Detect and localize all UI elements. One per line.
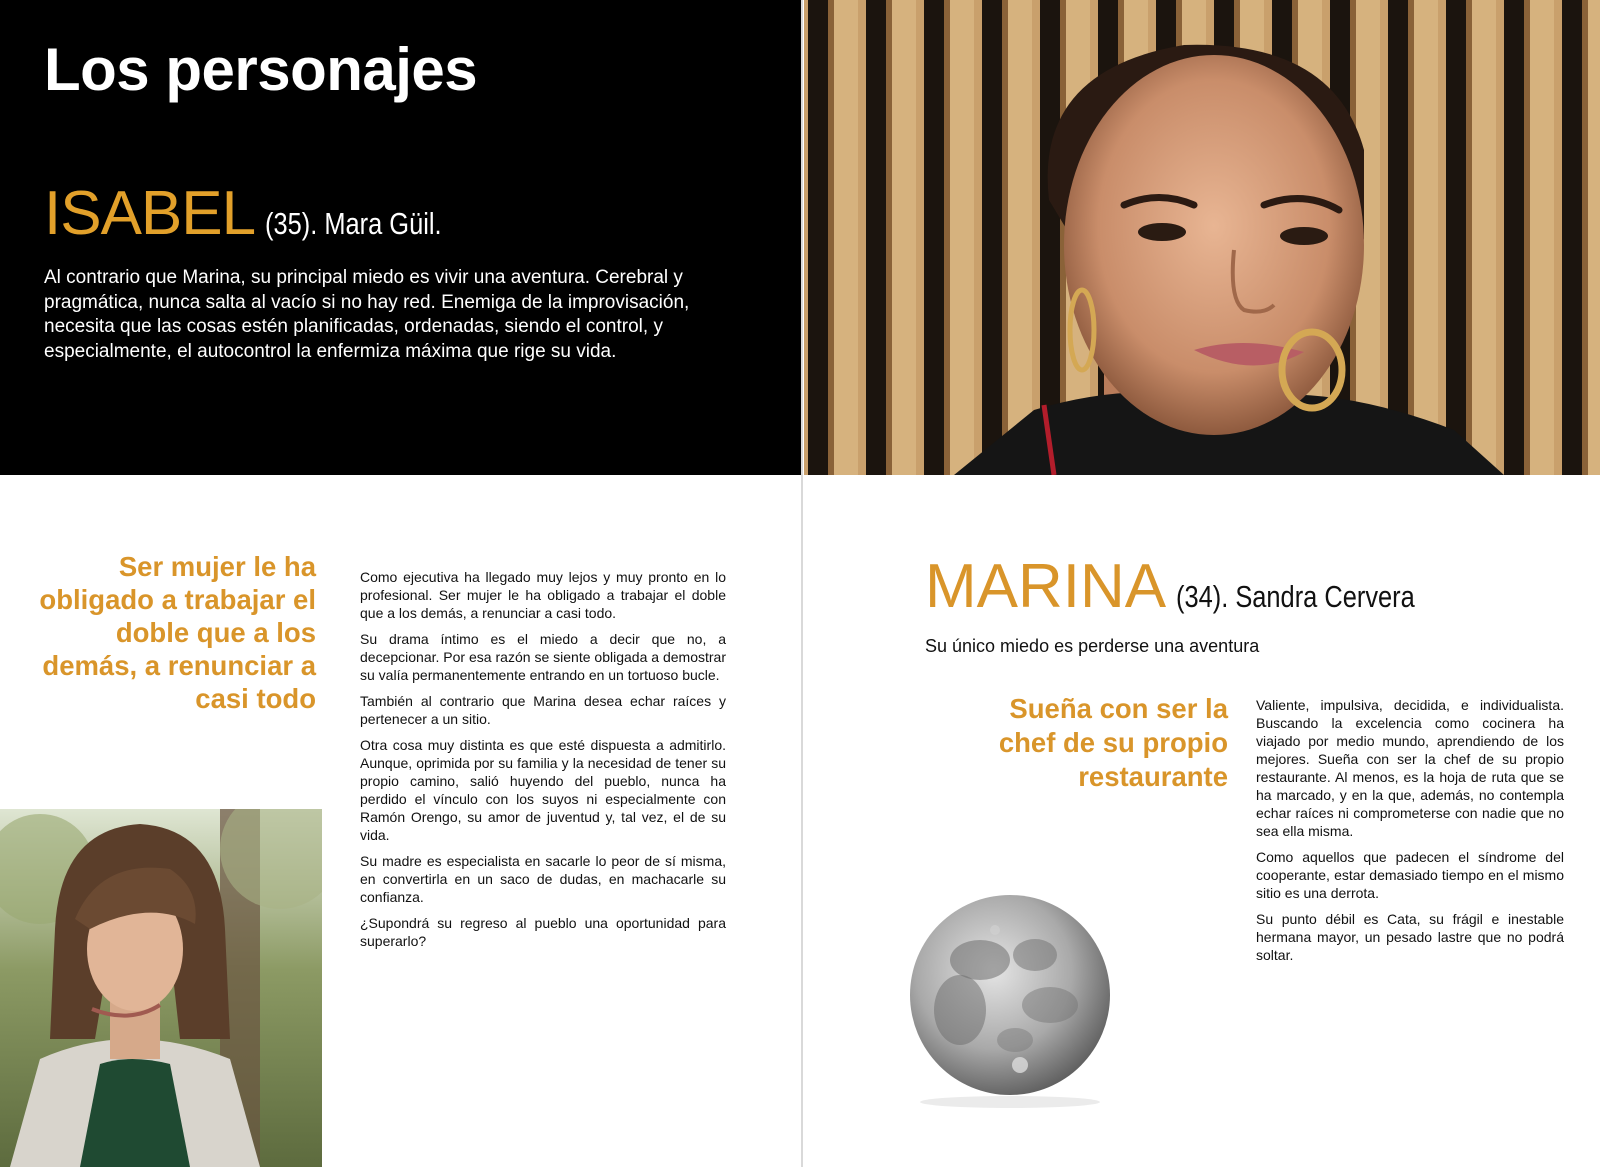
isabel-intro: Al contrario que Marina, su principal miedo es vivir una aventura. Cerebral y pragmática, nunca salta al vacío si no hay red. Enemiga de la improvisación, necesita que las cosas estén planificadas, ordenadas, siendo el control, y especialmente, el autocontrol la enfermiza máxima que rige su vida. (44, 267, 690, 362)
page-divider (801, 0, 803, 1167)
marina-portrait-photo (804, 0, 1600, 475)
marina-paragraph: Valiente, impulsiva, decidida, e individualista. Buscando la excelencia como cocinera ha viajado por medio mundo, aprendiendo de los mejores. Sueña con ser la chef de su propio restaurante. Al menos, es la hoja de ruta que se ha marcado, y en la que, además, no contempla echar raíces ni comprometerse con nadie que no sea ella misma. (1256, 697, 1564, 839)
isabel-paragraph: Como ejecutiva ha llegado muy lejos y muy pronto en lo profesional. Ser mujer le ha obligado a trabajar el doble que a los demás, a renunciar a casi todo. (360, 569, 726, 621)
isabel-portrait-photo (0, 809, 322, 1167)
marina-name: MARINA (925, 552, 1167, 621)
isabel-paragraph: Su drama íntimo es el miedo a decir que no, a decepcionar. Por esa razón se siente obligada a demostrar su valía permanentemente entrando en un tortuoso bucle. (360, 631, 726, 683)
isabel-heading (44, 179, 480, 248)
isabel-paragraph: Otra cosa muy distinta es que esté dispuesta a admitirlo. Aunque, oprimida por su familia y la necesidad de tener su propio camino, salió huyendo del pueblo, nunca ha perdido el vínculo con los suyos ni especialmente con Ramón Orengo, su amor de juventud y, tal vez, el de su vida. (360, 737, 726, 843)
marina-pull-quote: Sueña con ser la chef de su propio restaurante (998, 693, 1228, 792)
header-band (0, 0, 802, 475)
marina-heading (925, 552, 1467, 621)
isabel-paragraph: ¿Supondrá su regreso al pueblo una oportunidad para superarlo? (360, 915, 726, 949)
marina-paragraph: Su punto débil es Cata, su frágil e inestable hermana mayor, un pesado lastre que no podrá soltar. (1256, 911, 1564, 963)
marina-paragraph: Como aquellos que padecen el síndrome del cooperante, estar demasiado tiempo en el mismo sitio es una derrota. (1256, 849, 1564, 901)
page-title: Los personajes (44, 36, 478, 103)
marina-cast: (34). Sandra Cervera (1176, 579, 1415, 614)
marina-intro: Su único miedo es perderse una aventura (925, 636, 1260, 656)
isabel-cast: (35). Mara Güil. (265, 206, 442, 241)
marina-body-text (1256, 696, 1564, 972)
isabel-name: ISABEL (44, 179, 256, 248)
isabel-paragraph: También al contrario que Marina desea echar raíces y pertenecer a un sitio. (360, 693, 726, 727)
isabel-paragraph: Su madre es especialista en sacarle lo peor de sí misma, en convertirla en un saco de dudas, en machacarle su confianza. (360, 853, 726, 905)
isabel-pull-quote: Ser mujer le ha obligado a trabajar el doble que a los demás, a renunciar a casi todo (39, 551, 316, 714)
isabel-body-text (360, 568, 726, 958)
moon-illustration (900, 890, 1120, 1110)
